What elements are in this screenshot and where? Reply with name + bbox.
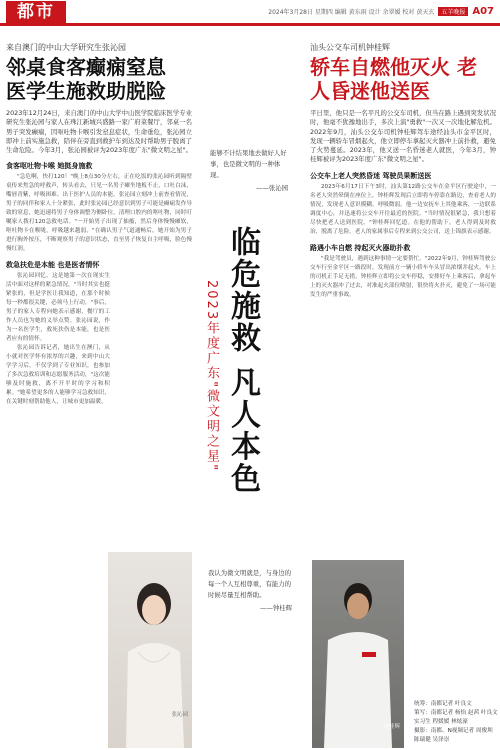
right-body-1: 2023年6月17日下午3时，汕头第12路公交车在金平区行驶途中，一名老人突然晕倒在座位上，钟桂辉发现后立即将车停靠在路边，查看老人的情况，发现老人意识模糊、呼吸微弱。他一边安抚车上其他乘客，一边联系调度中心，并迅速将公交车开往最近的医院。"当时情况很紧急，我只想着尽快把老人送到医院。"钟桂辉回忆道。在他的帮助下，老人得到及时救治，脱离了危险。老人的家属事后专程来到公交公司，送上锦旗表示感谢。 <box>310 183 496 235</box>
quote-zhong <box>208 568 292 614</box>
person-photo-left <box>108 552 192 748</box>
left-article <box>6 30 192 407</box>
right-headline[interactable]: 轿车自燃他灭火 老人昏迷他送医 <box>310 55 477 103</box>
right-kicker: 汕头公交车司机钟桂辉 <box>310 43 390 52</box>
page-number: A07 <box>472 6 494 17</box>
left-kicker: 来自澳门的中山大学研究生张沁园 <box>6 43 126 52</box>
left-body-1: "急危啊，快打120！"晚上8点30分左右，正在吃饭的张沁园听到隔壁桌传来焦急的呼救声，转头看去，只见一名男子瘫坐地板不止，口吐白沫，嘴唇青紫，呼吸困难。出于医护人员的本能，张沁园立刻冲上前查看情况，男子的同伴和家人十分紧张，此时张沁园已经意识到男子可能是癫痫发作导致的窒息，她迅速将男子身体调整为侧卧位，清理口腔内的呕吐物，同时叮嘱家人拨打120急救电话。"一开始男子出现了抽搐，然后身体慢慢瘫软，呕吐物卡在喉咙，呼吸越来越弱。"在确认男子气道通畅后，她开始为男子进行胸外按压，不断观察男子的意识状态，直至男子恢复自主呼吸，脸色慢慢红润。 <box>6 174 192 253</box>
left-body-2: 张沁园回忆，这是她第一次在现实生活中面对这样的紧急情况，"当时其实也挺紧张的，但是学医让我知道，在那个时候每一秒都很关键，必须马上行动。"事后，男子的家人专程向她表示感谢，餐厅的工作人员也为她的义举点赞。张沁园说，作为一名医学生，救死扶伤是本能，也是医者应有的情怀。 <box>6 273 110 343</box>
right-body-2: "我是驾驶员，遇到这种事情一定要帮忙。"2022年9月，钟桂辉驾驶公交车行至金平区一路段时，发现前方一辆小轿车车头冒出浓烟并起火，车上的司机正手足无措。钟桂辉立即将公交车停稳，安排好车上乘客后，拿起车上的灭火器冲了过去，对准起火部位喷射，很快将火扑灭，避免了一场可能发生的严重事故。 <box>310 255 496 298</box>
feature-subtitle: 2023年度广东"微文明之星" <box>204 280 219 473</box>
left-body-3: 张沁园告诉记者，她出生在澳门，从小就对医学怀有浓厚的兴趣，来到中山大学学习后，不仅学到了专业知识，也参加了多次急救培训和志愿服务活动，"这次能够及时施救，离不开平时的学习和积累。"她希望更多的人能够学习急救知识，在关键时刻帮助他人，让城市更加温暖。 <box>6 345 110 406</box>
zhang-qinyuan-photo <box>108 552 192 748</box>
feature-title: 临危施救 凡人本色 <box>225 226 260 495</box>
quote-zhong-text: 我认为微文明就是，与身边的每一个人互相尊重，有能力的时候尽量互相帮助。 <box>208 569 292 599</box>
date-info: 2024年3月28日 星期四 编辑 黄东雨 设计 余翠媛 校对 黄天玄 <box>268 9 435 16</box>
left-headline[interactable]: 邻桌食客癫痫窒息 医学生施救助脱险 <box>6 55 166 103</box>
left-lead: 2023年12月24日，来自澳门的中山大学中山医学院临床医学专业研究生张沁园与家人在珠江新城兴盛路一家广府菜餐厅，邻桌一名男子突发癫痫，因呕吐物卡喉引发窒息症状，生命垂危，张沁园立即冲上前实施急救，陪伴在旁直到救护车到达及时帮助男子脱离了生命危险。今年3月，张沁园被评为2023年度广东"微文明之星"。 <box>6 109 192 155</box>
quote-zhang-signature: ——张沁园 <box>256 184 288 192</box>
zhong-guihui-photo <box>312 560 404 748</box>
quote-zhang-text: 能够不计结果地去做好人好事，也是微文明的一种体现。 <box>210 149 287 179</box>
left-subhead-2: 救急扶危是本能 也是医者情怀 <box>6 261 100 270</box>
masthead <box>0 0 500 26</box>
section-tag: 都市 <box>6 1 66 23</box>
right-lead: 平日里，他只是一名平凡的公交车司机，但当在路上遇到突发状况时，他毫不犹豫地出手，多次上演"勇救"一次又一次地化解危机。2022年9月，汕头公交车司机钟桂辉驾车途经汕头市金平区时，发现一辆轿车冒烟起火，他立即停车拿起灭火器冲上前扑救，避免了火势蔓延。2023年，他又送一名昏迷老人就医，今年3月，钟桂辉被评为2023年度广东"微文明之星"。 <box>310 109 496 164</box>
date-bar <box>268 6 494 17</box>
quote-zhang <box>210 148 288 194</box>
right-subhead-2: 路遇小车自燃 持起灭火器助扑救 <box>310 243 411 252</box>
photo-caption-left: 张沁园 <box>171 712 188 718</box>
credits: 统筹：南都记者 叶良文 策写：南都记者 杨怡 赵茜 叶良文 实习生 程媛媛 林炫濠 摄影：南都、N视频记者 周俊圳 陈瑞健 吴泽崇 <box>414 701 498 743</box>
paper-badge: 五羊晚报 <box>438 7 468 16</box>
photo-caption-right: 钟桂辉 <box>383 724 400 730</box>
right-subhead-1: 公交车上老人突然昏迷 驾驶员果断送医 <box>310 171 432 180</box>
person-photo-right <box>312 560 404 748</box>
quote-zhong-signature: ——钟桂辉 <box>260 604 292 612</box>
right-article <box>310 30 496 300</box>
left-subhead-1: 食客呕吐物卡喉 她挺身施救 <box>6 162 93 171</box>
center-feature <box>196 30 300 750</box>
